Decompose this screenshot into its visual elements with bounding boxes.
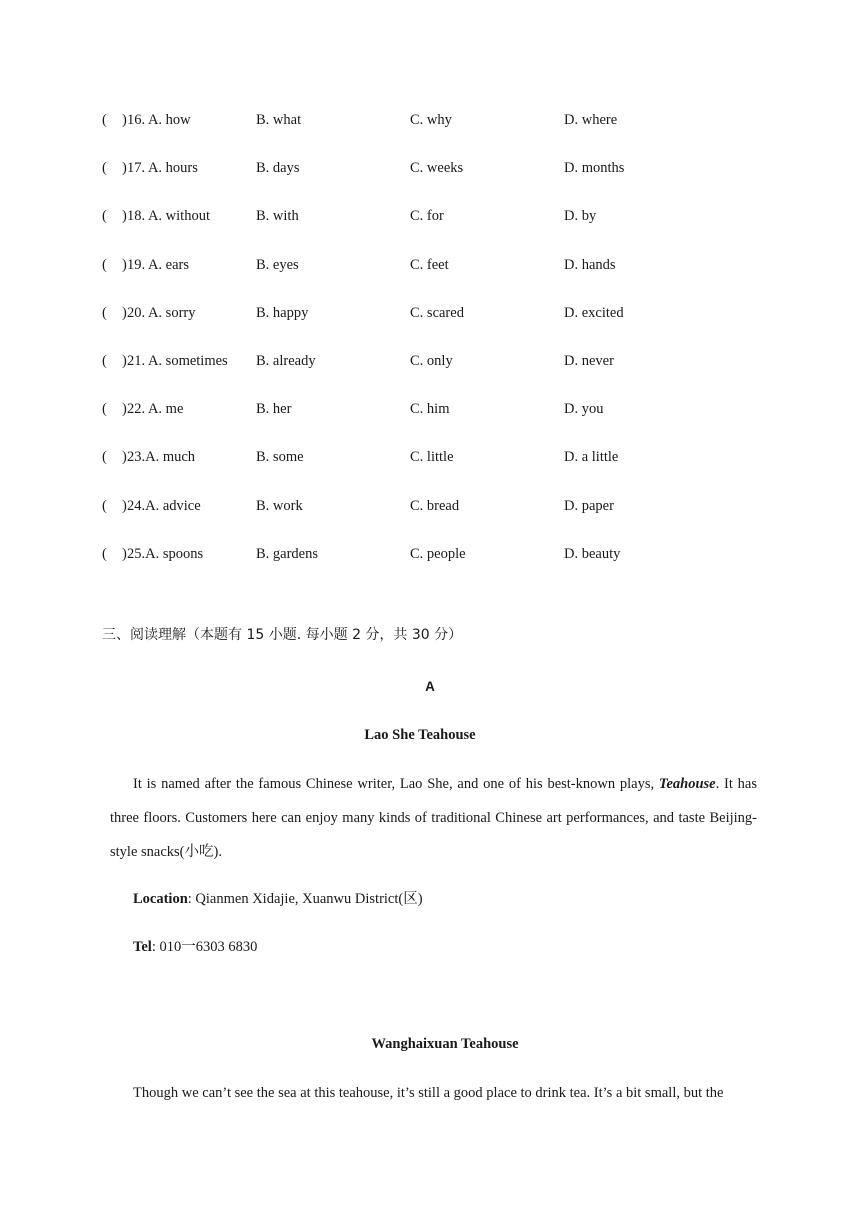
option-b: B. her [256, 401, 292, 418]
option-b: B. eyes [256, 256, 299, 273]
option-c: C. people [410, 545, 466, 562]
option-b: B. work [256, 497, 303, 514]
question-row [102, 204, 782, 252]
option-a: 17. A. hours [127, 160, 198, 177]
option-d: D. a little [564, 449, 619, 466]
option-d: D. beauty [564, 545, 621, 562]
option-a: 25.A. spoons [127, 545, 204, 562]
answer-blank-close: ) [122, 401, 127, 418]
option-d: D. where [564, 112, 618, 128]
tel-value: : 010一6303 6830 [151, 939, 258, 955]
answer-blank-open: ( [102, 497, 107, 514]
question-row [102, 156, 782, 204]
option-c: C. scared [410, 304, 464, 321]
option-c: C. why [410, 112, 452, 128]
option-d: D. hands [564, 256, 616, 273]
option-c: C. little [410, 449, 454, 466]
answer-blank-close: ) [122, 304, 127, 321]
answer-blank-open: ( [102, 545, 107, 562]
question-row [102, 301, 782, 349]
option-d: D. you [564, 401, 604, 418]
question-row [102, 542, 782, 590]
answer-blank-open: ( [102, 401, 107, 418]
answer-blank-close: ) [122, 497, 127, 514]
tel-label: Tel [133, 939, 152, 955]
question-row [102, 397, 782, 445]
question-row [102, 253, 782, 301]
location-value: : Qianmen Xidajie, Xuanwu District(区) [187, 891, 423, 907]
answer-blank-open: ( [102, 256, 107, 273]
option-c: C. bread [410, 497, 460, 514]
question-row [102, 349, 782, 397]
option-c: C. only [410, 352, 453, 369]
option-a: 22. A. me [127, 401, 184, 418]
option-b: B. already [256, 352, 316, 369]
option-a: 23.A. much [127, 449, 196, 466]
teahouse-title: Lao She Teahouse [364, 727, 476, 743]
option-b: B. happy [256, 304, 309, 321]
option-b: B. gardens [256, 545, 319, 562]
answer-blank-close: ) [122, 112, 127, 128]
description-text: It is named after the famous Chinese writer, Lao She, and one of his best-known plays, [133, 776, 659, 792]
option-c: C. for [410, 208, 444, 225]
answer-blank-open: ( [102, 208, 107, 225]
location-label: Location [133, 891, 188, 907]
option-d: D. excited [564, 304, 624, 321]
option-b: B. days [256, 160, 300, 177]
answer-blank-open: ( [102, 304, 107, 321]
option-b: B. what [256, 112, 302, 128]
multiple-choice-list [102, 108, 782, 590]
answer-blank-close: ) [122, 256, 127, 273]
answer-blank-open: ( [102, 352, 107, 369]
answer-blank-open: ( [102, 112, 107, 128]
answer-blank-close: ) [122, 352, 127, 369]
option-a: 16. A. how [127, 112, 191, 128]
answer-blank-open: ( [102, 449, 107, 466]
teahouse-description [110, 767, 757, 869]
answer-blank-close: ) [122, 449, 127, 466]
option-d: D. months [564, 160, 625, 177]
option-b: B. with [256, 208, 299, 225]
play-title: Teahouse [658, 776, 716, 792]
location-line [133, 887, 423, 911]
option-c: C. feet [410, 256, 449, 273]
option-d: D. paper [564, 497, 614, 514]
option-c: C. weeks [410, 160, 464, 177]
option-b: B. some [256, 449, 304, 466]
teahouse-description [110, 1076, 757, 1110]
option-a: 24.A. advice [127, 497, 201, 514]
question-row [102, 108, 782, 156]
option-d: D. never [564, 352, 614, 369]
passage-label: A [425, 679, 435, 694]
answer-blank-close: ) [122, 160, 127, 177]
question-row [102, 494, 782, 542]
answer-blank-open: ( [102, 160, 107, 177]
option-a: 20. A. sorry [127, 304, 196, 321]
option-d: D. by [564, 208, 597, 225]
description-text: . It has three floors. Customers here can enjoy many kinds of traditional Chinese art performances, and taste Beijing-style snacks(小吃). [110, 776, 757, 860]
option-a: 19. A. ears [127, 256, 190, 273]
question-row [102, 445, 782, 493]
answer-blank-close: ) [122, 545, 127, 562]
teahouse-title: Wanghaixuan Teahouse [371, 1036, 519, 1052]
tel-line [133, 935, 257, 959]
option-a: 21. A. sometimes [127, 352, 228, 369]
option-c: C. him [410, 401, 450, 418]
description-text: Though we can’t see the sea at this teahouse, it’s still a good place to drink tea. It’s a bit small, but the [133, 1085, 724, 1101]
option-a: 18. A. without [127, 208, 210, 225]
answer-blank-close: ) [122, 208, 127, 225]
section-heading: 三、阅读理解（本题有 15 小题. 每小题 2 分，共 30 分） [102, 627, 463, 643]
